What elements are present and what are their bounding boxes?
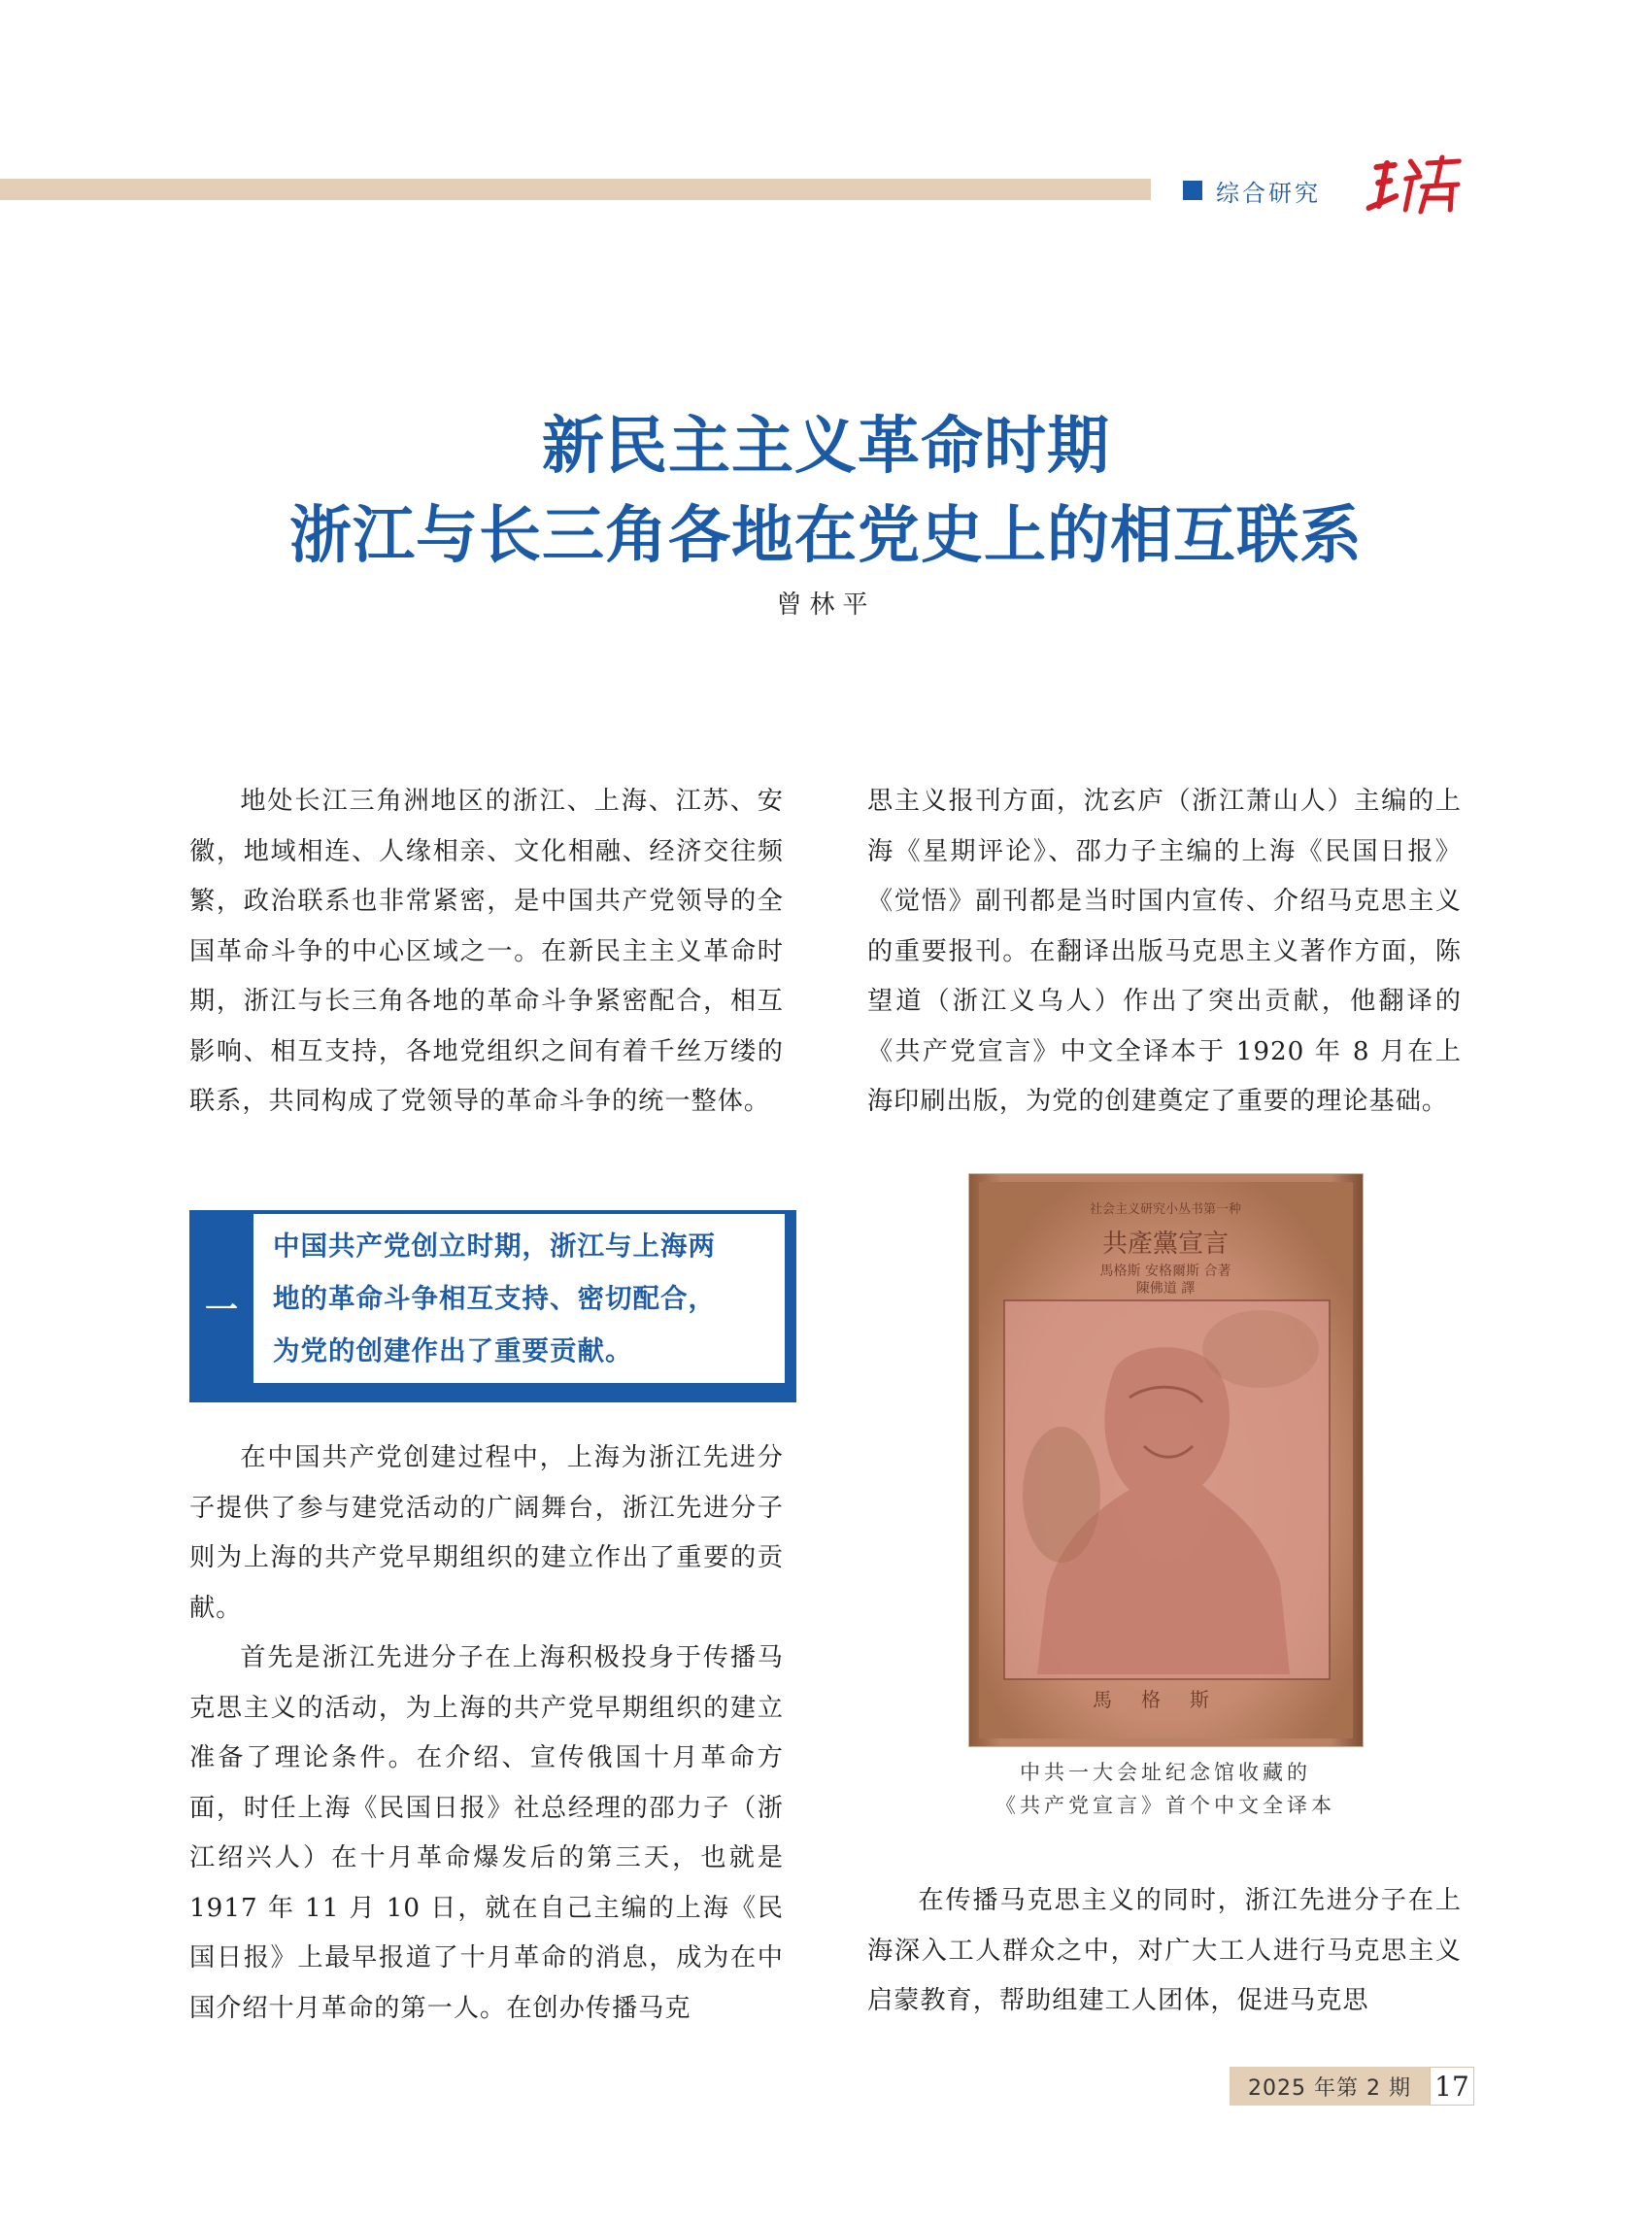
- intro-paragraph: 地处长江三角洲地区的浙江、上海、江苏、安徽，地域相连、人缘相亲、文化相融、经济交往频繁，政治联系也非常紧密，是中国共产党领导的全国革命斗争的中心区域之一。在新民主主义革命时期，浙江与长三角各地的革命斗争紧密配合，相互影响、相互支持，各地党组织之间有着千丝万缕的联系，共同构成了党领导的革命斗争的统一整体。: [189, 787, 784, 1116]
- section-tag: [1183, 175, 1321, 206]
- section-heading-box: [189, 1210, 796, 1402]
- figure-caption-line-1: 中共一大会址纪念馆收藏的: [1020, 1761, 1311, 1784]
- right-column-top: [867, 777, 1462, 1128]
- section-heading-line: 为党的创建作出了重要贡献。: [273, 1335, 633, 1366]
- book-cover-photo: [969, 1174, 1363, 1746]
- left-column-body: [189, 1433, 784, 2034]
- page-number: 17: [1430, 2067, 1474, 2106]
- magazine-logo: [1363, 153, 1467, 228]
- section-heading-line: 地的革命斗争相互支持、密切配合，: [273, 1283, 716, 1314]
- cover-bottom-name: 馬格斯: [1093, 1688, 1238, 1711]
- left-column-intro: [189, 777, 784, 1128]
- magazine-logo-icon: [1364, 153, 1466, 216]
- section-heading-line: 中国共产党创立时期，浙江与上海两: [273, 1230, 716, 1262]
- body-paragraph: 首先是浙江先进分子在上海积极投身于传播马克思主义的活动，为上海的共产党早期组织的建立准备了理论条件。在介绍、宣传俄国十月革命方面，时任上海《民国日报》社总经理的邵力子（浙江绍兴人）在十月革命爆发后的第三天，也就是 1917 年 11 月 10 日，就在自己主编的上海《民国日报》上最早报道了十月革命的消息，成为在中国介绍十月革命的第一人。在创办传播马克: [189, 1643, 784, 2023]
- body-paragraph: 在传播马克思主义的同时，浙江先进分子在上海深入工人群众之中，对广大工人进行马克思主义启蒙教育，帮助组建工人团体，促进马克思: [867, 1886, 1462, 2015]
- section-number: 一: [205, 1290, 238, 1330]
- cover-translator: 陳佛道 譯: [1135, 1281, 1196, 1297]
- article-title-line-1: 新民主主义革命时期: [542, 410, 1110, 483]
- square-bullet-icon: [1183, 181, 1202, 200]
- issue-label: 2025 年第 2 期: [1230, 2067, 1430, 2106]
- article-author: 曾林平: [776, 590, 876, 620]
- body-paragraph-continued: 思主义报刊方面，沈玄庐（浙江萧山人）主编的上海《星期评论》、邵力子主编的上海《民国日报》《觉悟》副刊都是当时国内宣传、介绍马克思主义的重要报刊。在翻译出版马克思主义著作方面，陈望道（浙江义乌人）作出了突出贡献，他翻译的《共产党宣言》中文全译本于 1920 年 8 月在上海印刷出版，为党的创建奠定了重要的理论基础。: [867, 787, 1462, 1116]
- section-label: 综合研究: [1216, 179, 1321, 207]
- figure-caption-line-2: 《共产党宣言》首个中文全译本: [995, 1794, 1335, 1817]
- article-title-line-2: 浙江与长三角各地在党史上的相互联系: [289, 499, 1363, 572]
- right-column-bottom: [867, 1876, 1462, 2027]
- cover-title: 共產黨宣言: [1101, 1230, 1230, 1259]
- cover-authors: 馬格斯 安格爾斯 合著: [1099, 1264, 1231, 1279]
- cover-top-line: 社会主义研究小丛书第一种: [1089, 1202, 1242, 1217]
- header-band: [0, 179, 1151, 200]
- section-heading-text: [253, 1214, 785, 1383]
- body-paragraph: 在中国共产党创建过程中，上海为浙江先进分子提供了参与建党活动的广阔舞台，浙江先进分子则为上海的共产党早期组织的建立作出了重要的贡献。: [189, 1443, 784, 1623]
